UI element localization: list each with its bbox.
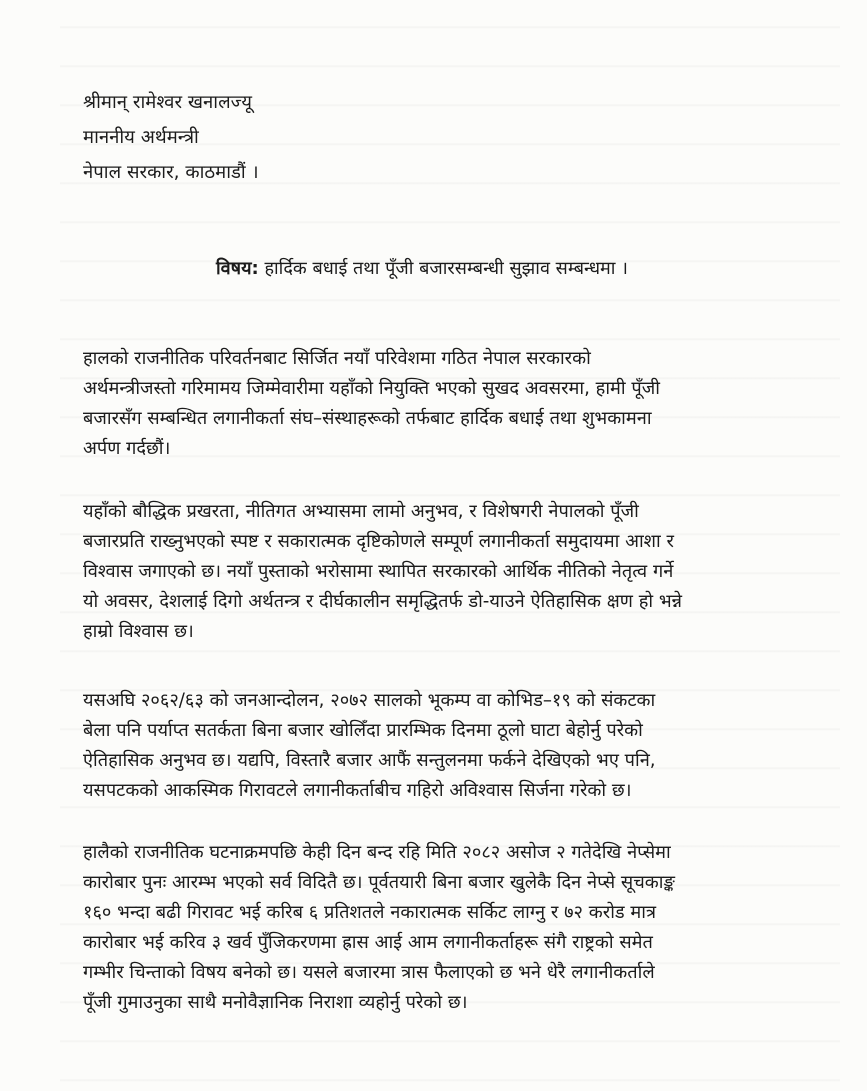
paragraph-line: यहाँको बौद्धिक प्रखरता, नीतिगत अभ्यासमा लामो अनुभव, र विशेषगरी नेपालको पूँजी bbox=[83, 501, 639, 522]
paragraph-line: गम्भीर चिन्ताको विषय बनेको छ। यसले बजारमा त्रास फैलाएको छ भने धेरै लगानीकर्ताले bbox=[83, 962, 655, 983]
paragraph-2 bbox=[83, 497, 843, 647]
recipient-name: श्रीमान् रामेश्वर खनालज्यू bbox=[83, 92, 252, 113]
paragraph-line: पूँजी गुमाउनुका साथै मनोवैज्ञानिक निराशा व्यहोर्नु परेको छ। bbox=[83, 992, 468, 1013]
paragraph-line: बजारप्रति राख्नुभएको स्पष्ट र सकारात्मक दृष्टिकोणले सम्पूर्ण लगानीकर्ता समुदायमा आशा र bbox=[83, 531, 674, 552]
paragraph-1 bbox=[83, 344, 843, 464]
paragraph-line: कारोबार भई करिव ३ खर्व पुँजिकरणमा ह्रास आई आम लगानीकर्ताहरू संगै राष्ट्रको समेत bbox=[83, 932, 653, 953]
paragraph-line: १६० भन्दा बढी गिरावट भई करिब ६ प्रतिशतले नकारात्मक सर्किट लाग्नु र ७२ करोड मात्र bbox=[83, 902, 657, 923]
recipient-office: नेपाल सरकार, काठमाडौं । bbox=[83, 162, 259, 183]
paragraph-line: हाम्रो विश्वास छ। bbox=[83, 621, 194, 642]
paragraph-line: यो अवसर, देशलाई दिगो अर्थतन्त्र र दीर्घकालीन समृद्धितर्फ डो-याउने ऐतिहासिक क्षण हो भन्ने bbox=[83, 591, 682, 612]
paragraph-line: हालको राजनीतिक परिवर्तनबाट सिर्जित नयाँ परिवेशमा गठित नेपाल सरकारको bbox=[83, 348, 591, 369]
paragraph-line: हालैको राजनीतिक घटनाक्रमपछि केही दिन बन्द रहि मिति २०८२ असोज २ गतेदेखि नेप्सेमा bbox=[83, 842, 671, 863]
paragraph-4 bbox=[83, 838, 843, 1018]
paragraph-line: अर्थमन्त्रीजस्तो गरिमामय जिम्मेवारीमा यहाँको नियुक्ति भएको सुखद अवसरमा, हामी पूँजी bbox=[83, 378, 660, 399]
subject-label: विषय: bbox=[216, 258, 259, 279]
recipient-title: माननीय अर्थमन्त्री bbox=[83, 127, 199, 148]
subject-text: हार्दिक बधाई तथा पूँजी बजारसम्बन्धी सुझाव सम्बन्धमा । bbox=[264, 258, 628, 279]
recipient-address bbox=[83, 85, 259, 190]
paragraph-line: कारोबार पुनः आरम्भ भएको सर्व विदितै छ। पूर्वतयारी बिना बजार खुलेकै दिन नेप्से सूचकाङ्क bbox=[83, 872, 675, 893]
paragraph-line: ऐतिहासिक अनुभव छ। यद्यपि, विस्तारै बजार आफैं सन्तुलनमा फर्कने देखिएको भए पनि, bbox=[83, 750, 656, 771]
paragraph-line: बेला पनि पर्याप्त सतर्कता बिना बजार खोलिँदा प्रारम्भिक दिनमा ठूलो घाटा बेहोर्नु परेको bbox=[83, 720, 643, 741]
paragraph-line: बजारसँग सम्बन्धित लगानीकर्ता संघ–संस्थाहरूको तर्फबाट हार्दिक बधाई तथा शुभकामना bbox=[83, 408, 652, 429]
paragraph-line: विश्वास जगाएको छ। नयाँ पुस्ताको भरोसामा स्थापित सरकारको आर्थिक नीतिको नेतृत्व गर्ने bbox=[83, 561, 674, 582]
paragraph-3 bbox=[83, 686, 843, 806]
paragraph-line: अर्पण गर्दछौं। bbox=[83, 438, 171, 459]
subject-line bbox=[216, 256, 628, 280]
paragraph-line: यसपटकको आकस्मिक गिरावटले लगानीकर्ताबीच गहिरो अविश्वास सिर्जना गरेको छ। bbox=[83, 780, 632, 801]
paragraph-line: यसअघि २०६२/६३ को जनआन्दोलन, २०७२ सालको भूकम्प वा कोभिड–१९ को संकटका bbox=[83, 690, 656, 711]
